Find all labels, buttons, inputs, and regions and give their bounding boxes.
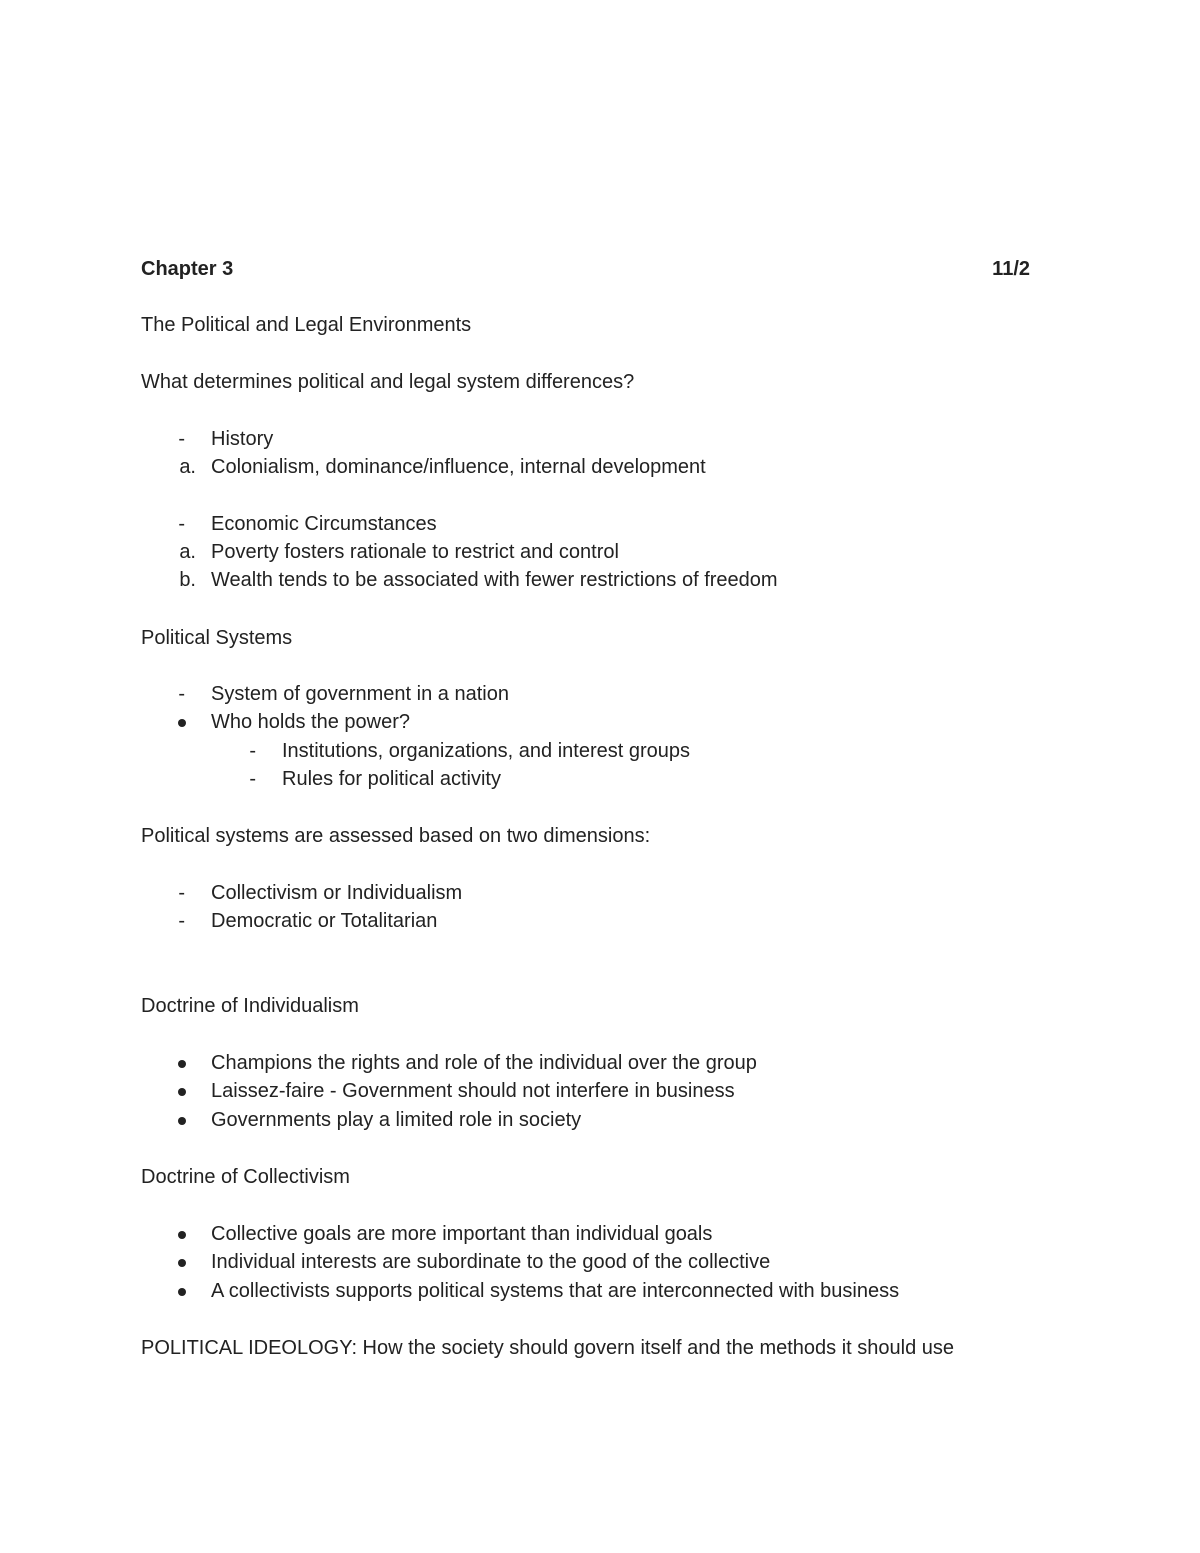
bullet-icon xyxy=(178,1259,186,1267)
list-item-text: Poverty fosters rationale to restrict and control xyxy=(211,541,619,563)
section-heading: Doctrine of Collectivism xyxy=(141,1166,350,1188)
dash-marker: - xyxy=(178,513,185,535)
bullet-icon xyxy=(178,1231,186,1239)
list-item-text: Economic Circumstances xyxy=(211,513,437,535)
list-item-text: Who holds the power? xyxy=(211,711,411,733)
dash-marker: - xyxy=(178,683,185,705)
dash-marker: - xyxy=(178,882,185,904)
question-heading: What determines political and legal system differences? xyxy=(141,371,635,393)
date-label: 11/2 xyxy=(992,258,1030,280)
dash-marker: - xyxy=(249,740,256,762)
chapter-heading: Chapter 3 xyxy=(141,258,234,280)
list-item-text: History xyxy=(211,428,274,450)
list-item-text: Colonialism, dominance/influence, internal development xyxy=(211,456,706,478)
list-item-text: Governments play a limited role in society xyxy=(211,1109,582,1131)
section-heading: Doctrine of Individualism xyxy=(141,995,359,1017)
list-item-text: Laissez-faire - Government should not interfere in business xyxy=(211,1080,735,1102)
dash-marker: - xyxy=(249,768,256,790)
letter-marker: b. xyxy=(179,569,196,591)
list-item-text: Champions the rights and role of the individual over the group xyxy=(211,1052,757,1074)
bullet-icon xyxy=(178,719,186,727)
list-item-text: System of government in a nation xyxy=(211,683,509,705)
letter-marker: a. xyxy=(179,456,196,478)
list-item-text: Democratic or Totalitarian xyxy=(211,910,438,932)
list-item-text: Wealth tends to be associated with fewer restrictions of freedom xyxy=(211,569,778,591)
letter-marker: a. xyxy=(179,541,196,563)
list-item-text: A collectivists supports political systems that are interconnected with business xyxy=(211,1280,900,1302)
bullet-icon xyxy=(178,1088,186,1096)
dash-marker: - xyxy=(178,910,185,932)
bullet-icon xyxy=(178,1060,186,1068)
list-item-text: Institutions, organizations, and interest groups xyxy=(282,740,691,762)
list-item-text: Individual interests are subordinate to the good of the collective xyxy=(211,1251,771,1273)
list-item-text: Rules for political activity xyxy=(282,768,501,790)
list-item-text: Collective goals are more important than individual goals xyxy=(211,1223,713,1245)
section-heading: Political Systems xyxy=(141,627,293,649)
section-heading: Political systems are assessed based on two dimensions: xyxy=(141,825,651,847)
list-item-text: Collectivism or Individualism xyxy=(211,882,463,904)
bullet-icon xyxy=(178,1117,186,1125)
dash-marker: - xyxy=(178,428,185,450)
document-title: The Political and Legal Environments xyxy=(141,314,472,336)
ideology-definition: POLITICAL IDEOLOGY: How the society should govern itself and the methods it should use xyxy=(141,1337,955,1359)
bullet-icon xyxy=(178,1288,186,1296)
